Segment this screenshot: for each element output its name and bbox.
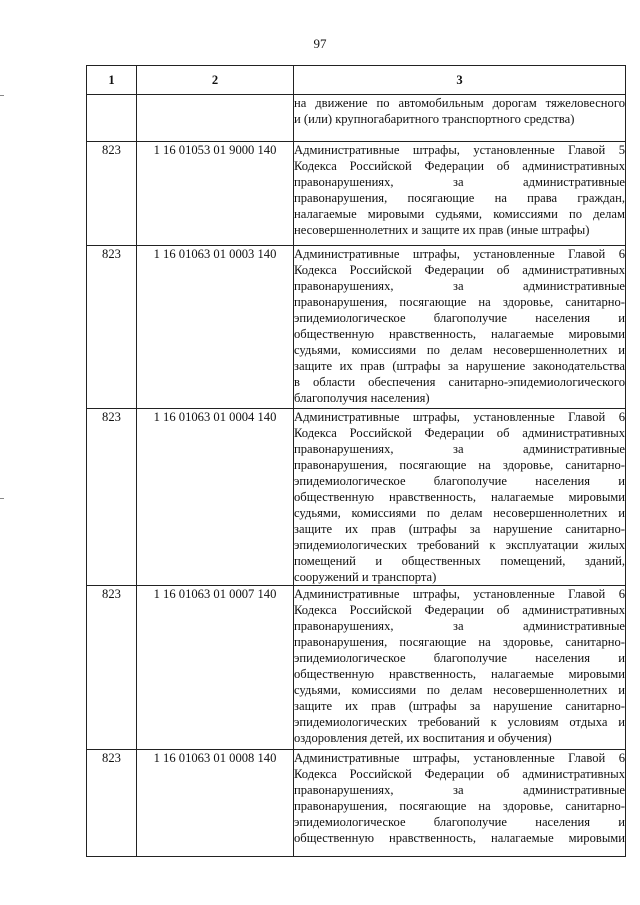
description-line: правонарушениях, за административные [294,619,625,633]
description-line: Административные штрафы, установленные Главой 6 [294,247,625,261]
description-cell [294,586,626,750]
description-line: общественную нравственность, налагаемые мировыми [294,831,625,845]
description-line: в области обеспечения санитарно-эпидемиологического [294,375,625,389]
description-line: правонарушения, посягающие на права граждан, [294,191,625,205]
description-line: правонарушениях, за административные [294,279,625,293]
description-line: Кодекса Российской Федерации об административных [294,263,625,277]
description-cell [294,750,626,857]
description-line: общественную нравственность, налагаемые мировыми [294,327,625,341]
table-row [87,246,626,409]
admin-code: 823 [87,586,137,750]
description-line: судьями, комиссиями по делам несовершеннолетних и [294,683,625,697]
budget-code: 1 16 01053 01 9000 140 [137,142,294,246]
description-line: правонарушениях, за административные [294,783,625,797]
admin-code: 823 [87,409,137,586]
description-line: общественную нравственность, налагаемые мировыми [294,667,625,681]
description-line: судьями, комиссиями по делам несовершеннолетних и [294,506,625,520]
description-line: эпидемиологическое благополучие населения и [294,311,625,325]
description-line: общественную нравственность, налагаемые мировыми [294,490,625,504]
description-line: эпидемиологическое благополучие населения и [294,474,625,488]
description-line: правонарушения, посягающие на здоровье, санитарно- [294,295,625,309]
description-line: Кодекса Российской Федерации об административных [294,426,625,440]
description-cell [294,409,626,586]
description-line: и (или) крупногабаритного транспортного средства) [294,112,575,126]
codes-table [86,65,626,857]
description-line: Административные штрафы, установленные Главой 6 [294,587,625,601]
margin-mark [0,95,4,96]
table-row [87,586,626,750]
description-line: эпидемиологическое благополучие населения и [294,651,625,665]
description-line: сооружений и транспорта) [294,570,437,584]
description-line: Кодекса Российской Федерации об административных [294,603,625,617]
budget-code [137,95,294,142]
description-line: Административные штрафы, установленные Главой 6 [294,751,625,765]
description-line: правонарушения, посягающие на здоровье, санитарно- [294,458,625,472]
description-line: защите их прав (штрафы за нарушение законодательства [294,359,625,373]
description-line: правонарушениях, за административные [294,442,625,456]
admin-code [87,95,137,142]
description-line: налагаемые мировыми судьями, комиссиями по делам [294,207,625,221]
description-line: на движение по автомобильным дорогам тяжеловесного [294,96,625,110]
header-col-2: 2 [137,66,294,95]
budget-code: 1 16 01063 01 0003 140 [137,246,294,409]
margin-mark [0,498,4,499]
description-line: эпидемиологическое благополучие населения и [294,815,625,829]
admin-code: 823 [87,142,137,246]
description-line: оздоровления детей, их воспитания и обучения) [294,731,552,745]
description-line: Кодекса Российской Федерации об административных [294,767,625,781]
table-row [87,142,626,246]
admin-code: 823 [87,750,137,857]
table-row [87,750,626,857]
description-line: Административные штрафы, установленные Главой 6 [294,410,625,424]
budget-code: 1 16 01063 01 0008 140 [137,750,294,857]
description-line: благополучия населения) [294,391,430,405]
description-line: защите их прав (штрафы за нарушение санитарно- [294,522,625,536]
header-row [87,66,626,95]
description-line: защите их прав (штрафы за нарушение санитарно- [294,699,625,713]
description-line: эпидемиологических требований к условиям отдыха и [294,715,625,729]
description-line: Кодекса Российской Федерации об административных [294,159,625,173]
description-cell [294,95,626,142]
description-cell [294,142,626,246]
header-col-1: 1 [87,66,137,95]
description-line: правонарушениях, за административные [294,175,625,189]
table-row [87,95,626,142]
description-line: судьями, комиссиями по делам несовершеннолетних и [294,343,625,357]
table-row [87,409,626,586]
budget-code: 1 16 01063 01 0007 140 [137,586,294,750]
description-line: эпидемиологических требований к эксплуатации жилых [294,538,625,552]
description-line: правонарушения, посягающие на здоровье, санитарно- [294,799,625,813]
description-line: правонарушения, посягающие на здоровье, санитарно- [294,635,625,649]
description-line: помещений и общественных помещений, зданий, [294,554,625,568]
description-line: несовершеннолетних и защите их прав (иные штрафы) [294,223,590,237]
description-line: Административные штрафы, установленные Главой 5 [294,143,625,157]
admin-code: 823 [87,246,137,409]
description-cell [294,246,626,409]
header-col-3: 3 [294,66,626,95]
budget-code: 1 16 01063 01 0004 140 [137,409,294,586]
page-number: 97 [313,36,327,51]
